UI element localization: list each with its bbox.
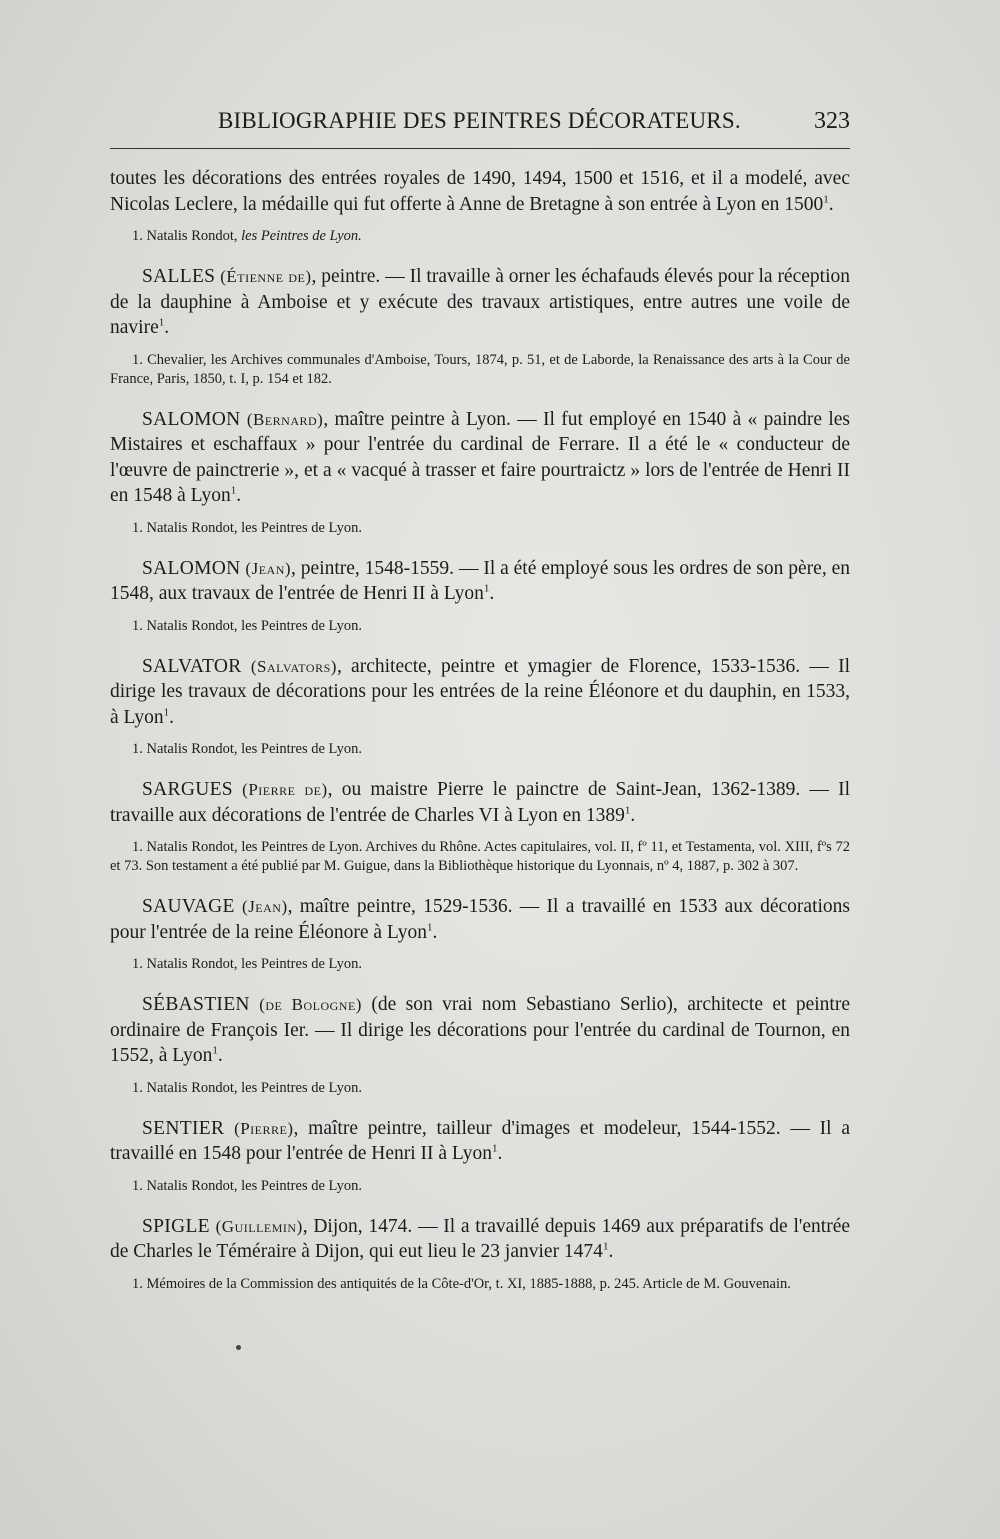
entry-name: SALOMON [142, 408, 241, 430]
page-body [110, 166, 850, 1312]
footnote-marker: 1 [212, 1044, 218, 1057]
entry-text: , maître peintre, tailleur d'images et modeleur, 1544-1552. — Il a travaillé en 1548 pour l'entrée de Henri II à Lyon [110, 1117, 851, 1164]
footnote-marker: 1 [492, 1142, 498, 1155]
entry-end: . [169, 706, 174, 728]
entry-footnote: 1. Natalis Rondot, les Peintres de Lyon. [132, 519, 362, 536]
entry-end: . [164, 317, 170, 338]
entry-qualifier: (Bernard) [246, 409, 324, 429]
entry-text: , ou maistre Pierre le painctre de Saint-Jean, 1362-1389. — Il travaille aux décorations de l'entrée de Charles VI à Lyon en 1389 [110, 779, 850, 826]
entry-end: . [497, 1143, 503, 1164]
entry-text: , peintre, 1548-1559. — Il a été employé sous les ordres de son père, en 1548, aux travaux de l'entrée de Henri II à Lyon [110, 557, 850, 604]
entry-paragraph [110, 992, 850, 1069]
footnote-marker: 1 [602, 1240, 609, 1253]
entry-paragraph [110, 894, 850, 945]
entry-qualifier: (Jean) [242, 897, 288, 916]
entry-name: SENTIER [142, 1117, 225, 1139]
footnote-marker: 1 [230, 484, 237, 497]
entry-qualifier: (Salvators) [250, 656, 337, 676]
entry-paragraph [110, 407, 850, 509]
entry-paragraph [110, 1116, 850, 1167]
running-title: BIBLIOGRAPHIE DES PEINTRES DÉCORATEURS. [218, 108, 741, 133]
entry-footnote: 1. Natalis Rondot, les Peintres de Lyon. [132, 1079, 362, 1096]
entry-text: (de son vrai nom Sebastiano Serlio), architecte et peintre ordinaire de François Ier. — Il dirige les décorations pour l'entrée du cardinal de Tournon, en 1552, à Lyon [110, 994, 850, 1066]
entry-end: . [217, 1045, 223, 1066]
entry-footnote: 1. Natalis Rondot, les Peintres de Lyon. [132, 1177, 362, 1194]
entry-qualifier: (Étienne de) [220, 267, 312, 286]
entry-text: , maître peintre à Lyon. — Il fut employé en 1540 à « paindre les Mistaires et eschaffaux » pour l'entrée du cardinal de Ferrare. Il a été le « conducteur de l'œuvre de painctrerie », et a « vacqué à trasser et faire pourtraictz » lors de l'entrée de Henri II en 1548 à Lyon [110, 408, 850, 506]
entries-list [110, 264, 850, 1294]
entry-end: . [236, 485, 242, 506]
entry-end: . [432, 921, 438, 943]
entry-footnote: 1. Natalis Rondot, les Peintres de Lyon. [132, 741, 362, 757]
entry-name: SALOMON [142, 557, 241, 579]
entry-text: , Dijon, 1474. — Il a travaillé depuis 1469 aux préparatifs de l'entrée de Charles le Téméraire à Dijon, qui eut lieu le 23 janvier 1474 [110, 1215, 851, 1262]
intro-footnote: 1. Natalis Rondot, les Peintres de Lyon. [132, 228, 362, 244]
entry-end: . [630, 804, 636, 826]
entry-footnote: 1. Natalis Rondot, les Peintres de Lyon. [132, 956, 362, 972]
page-header [110, 104, 850, 144]
entry-name: SARGUES [142, 779, 233, 800]
entry-footnote: 1. Mémoires de la Commission des antiquités de la Côte-d'Or, t. XI, 1885-1888, p. 245. Article de M. Gouvenain. [132, 1275, 791, 1292]
footnote-marker: 1 [483, 582, 490, 595]
entry-end: . [489, 583, 495, 604]
entry-name: SAUVAGE [142, 896, 235, 917]
entry-text: , maître peintre, 1529-1536. — Il a travaillé en 1533 aux décorations pour l'entrée de la reine Éléonore à Lyon [110, 896, 850, 943]
page-number: 323 [814, 108, 850, 134]
entry-text: , peintre. — Il travaille à orner les échafauds élevés pour la réception de la dauphine à Amboise et y exécute des travaux artistiques, entre autres une voile de navire [110, 266, 850, 338]
entry-paragraph [110, 264, 850, 341]
entry-footnote: 1. Natalis Rondot, les Peintres de Lyon. [132, 617, 362, 634]
entry-footnote: 1. Natalis Rondot, les Peintres de Lyon. Archives du Rhône. Actes capitulaires, vol. II, fº 11, et Testamenta, vol. XIII, fºs 72 et 73. Son testament a été publié par M. Guigue, dans la Bibliothèque historique du Lyonnais, nº 4, 1887, p. 302 à 307. [110, 839, 850, 874]
footnote-marker: 1 [158, 316, 165, 329]
entry-name: SALVATOR [142, 655, 242, 677]
footnote-marker: 1 [427, 921, 433, 933]
entry-paragraph [110, 654, 850, 731]
footnote-marker: 1 [624, 804, 631, 816]
entry-name: SÉBASTIEN [142, 994, 250, 1015]
entry-paragraph [110, 556, 850, 607]
intro-paragraph: toutes les décorations des entrées royales de 1490, 1494, 1500 et 1516, et il a modelé, avec Nicolas Leclere, la médaille qui fut offerte à Anne de Bretagne à son entrée à Lyon en 1500$^1$. [110, 168, 850, 215]
footnote-marker: 1 [163, 706, 170, 718]
entry-qualifier: (Guillemin) [215, 1216, 303, 1236]
entry-qualifier: (Pierre de) [242, 780, 328, 799]
entry-paragraph [110, 777, 850, 828]
entry-qualifier: (Pierre) [234, 1118, 294, 1138]
entry-end: . [608, 1241, 614, 1262]
header-rule [110, 148, 850, 149]
entry-paragraph [110, 1214, 850, 1265]
entry-qualifier: (de Bologne) [259, 995, 362, 1014]
entry-name: SPIGLE [142, 1215, 210, 1237]
entry-footnote: 1. Chevalier, les Archives communales d'Amboise, Tours, 1874, p. 51, et de Laborde, la Renaissance des arts à la Cour de France, Paris, 1850, t. I, p. 154 et 182. [110, 351, 850, 387]
ink-speck [236, 1345, 241, 1350]
entry-text: , architecte, peintre et ymagier de Florence, 1533-1536. — Il dirige les travaux de décorations pour les entrées de la reine Éléonore et du dauphin, en 1533, à Lyon [110, 655, 851, 728]
entry-name: SALLES [142, 266, 216, 287]
entry-qualifier: (Jean) [245, 558, 292, 578]
